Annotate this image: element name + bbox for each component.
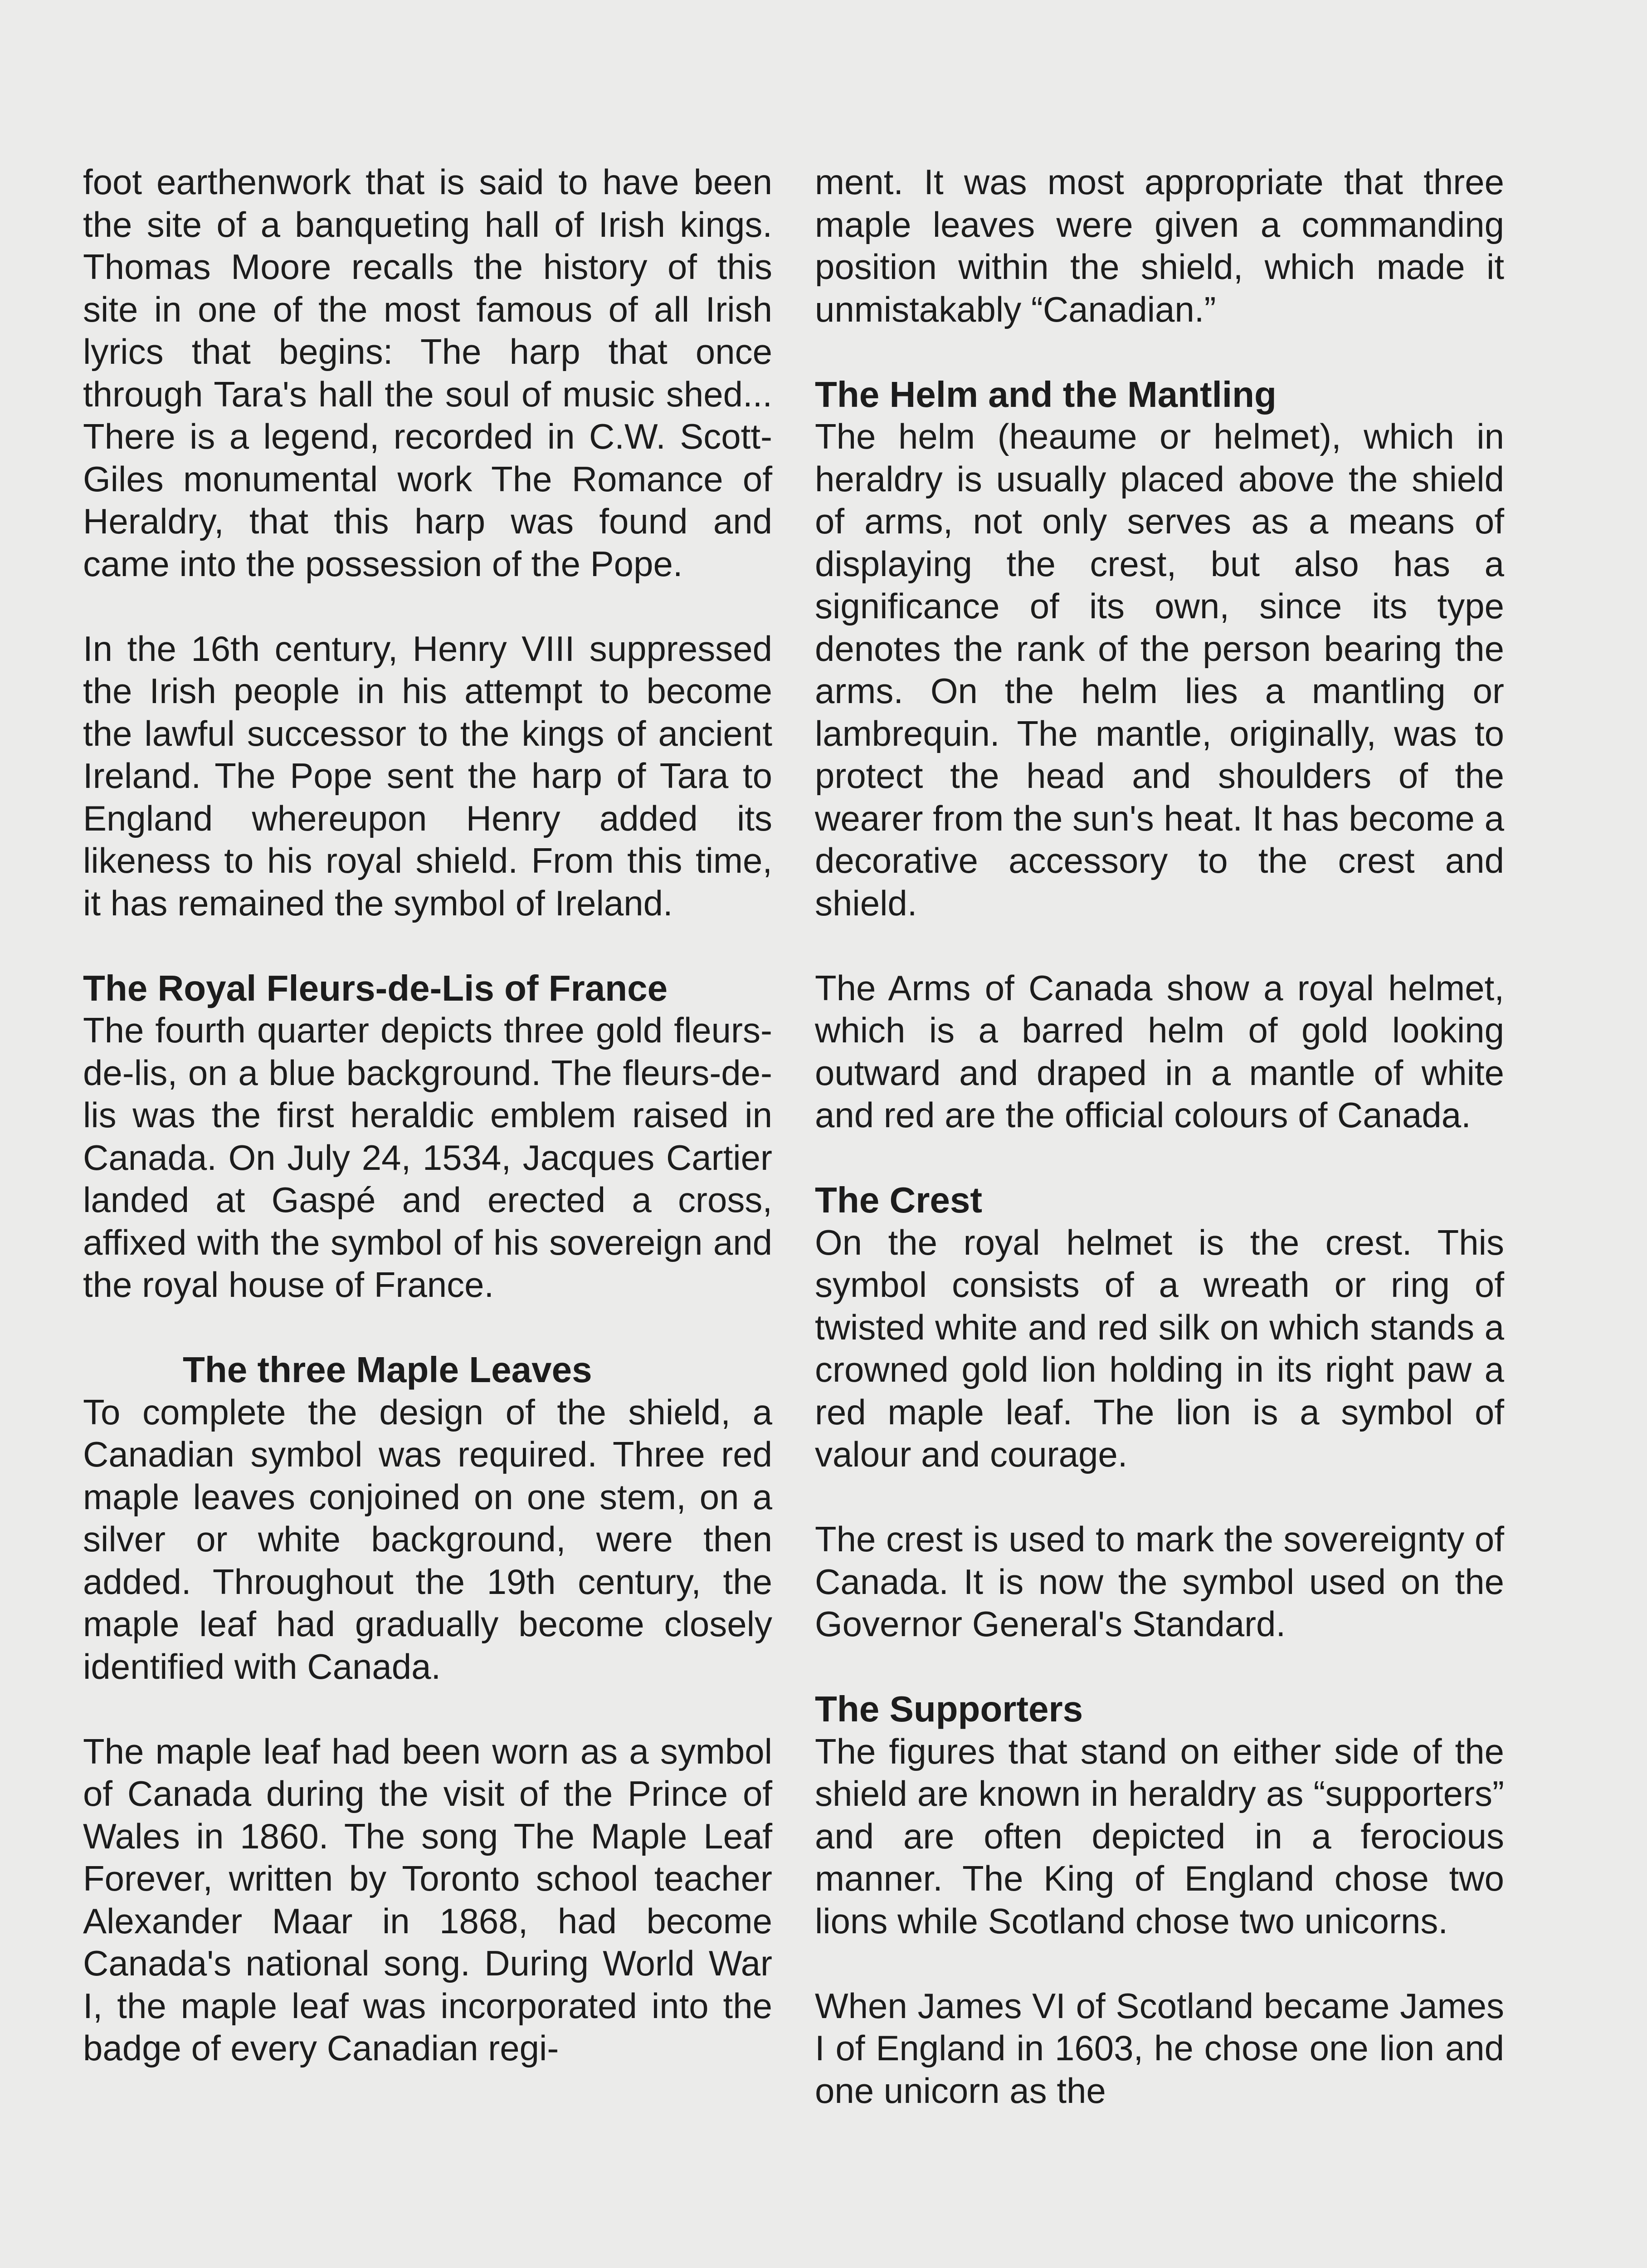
paragraph-maple-design: To complete the design of the shield, a Canadian symbol was required. Three red maple leaves conjoined on one stem, on a silver or white background, were then added. Throughout the 19th century, the maple leaf had gradually become closely identified with Canada. bbox=[83, 1392, 772, 1686]
paragraph-crest: On the royal helmet is the crest. This symbol consists of a wreath or ring of twisted white and red silk on which stands a crowned gold lion holding in its right paw a red maple leaf. The lion is a symbol of valour and courage. bbox=[815, 1222, 1504, 1474]
heading-helm-mantling: The Helm and the Mantling bbox=[815, 374, 1277, 415]
paragraph-supporters: The figures that stand on either side of the shield are known in heraldry as “supporters” and are often depicted in a ferocious manner. The King of England chose two lions while Scotland chose two unicorns. bbox=[815, 1731, 1504, 1941]
paragraph-fleurs-de-lis: The fourth quarter depicts three gold fleurs-de-lis, on a blue background. The fleurs-de-lis was the first heraldic emblem raised in Canada. On July 24, 1534, Jacques Cartier landed at Gaspé and erected a cross, affixed with the symbol of his sovereign and the royal house of France. bbox=[83, 1010, 772, 1305]
left-column bbox=[83, 161, 772, 2070]
right-column bbox=[815, 161, 1504, 2112]
paragraph-helm: The helm (heaume or helmet), which in heraldry is usually placed above the shield of arms, not only serves as a means of displaying the crest, but also has a significance of its own, since its type denotes the rank of the person bearing the arms. On the helm lies a mantling or lambrequin. The mantle, originally, was to protect the head and shoulders of the wearer from the sun's heat. It has become a decorative accessory to the crest and shield. bbox=[815, 416, 1504, 923]
paragraph-crest-sovereignty: The crest is used to mark the sovereignty of Canada. It is now the symbol used on the Governor General's Standard. bbox=[815, 1519, 1504, 1644]
paragraph-henry-viii: In the 16th century, Henry VIII suppressed the Irish people in his attempt to become the lawful successor to the kings of ancient Ireland. The Pope sent the harp of Tara to England whereupon Henry added its likeness to his royal shield. From this time, it has remained the symbol of Ireland. bbox=[83, 628, 772, 923]
paragraph-james-vi: When James VI of Scotland became James I of England in 1603, he chose one lion and one unicorn as the bbox=[815, 1985, 1504, 2111]
paragraph-tara-harp: foot earthenwork that is said to have been the site of a banqueting hall of Irish kings. Thomas Moore recalls the history of this site in one of the most famous of all Irish lyrics that begins: The harp that once through Tara's hall the soul of music shed... There is a legend, recorded in C.W. Scott-Giles monumental work The Romance of Heraldry, that this harp was found and came into the possession of the Pope. bbox=[83, 162, 772, 584]
heading-maple-leaves: The three Maple Leaves bbox=[183, 1349, 592, 1390]
paragraph-canadian-shield: ment. It was most appropriate that three maple leaves were given a commanding position within the shield, which made it unmistakably “Canadian.” bbox=[815, 162, 1504, 329]
heading-fleurs-de-lis: The Royal Fleurs-de-Lis of France bbox=[83, 968, 668, 1008]
heading-crest: The Crest bbox=[815, 1180, 982, 1220]
paragraph-arms-helmet: The Arms of Canada show a royal helmet, which is a barred helm of gold looking outward and draped in a mantle of white and red are the official colours of Canada. bbox=[815, 968, 1504, 1135]
paragraph-maple-history: The maple leaf had been worn as a symbol of Canada during the visit of the Prince of Wales in 1860. The song The Maple Leaf Forever, written by Toronto school teacher Alexander Maar in 1868, had become Canada's national song. During World War I, the maple leaf was incorporated into the badge of every Canadian regi- bbox=[83, 1731, 772, 2068]
heading-supporters: The Supporters bbox=[815, 1689, 1083, 1729]
